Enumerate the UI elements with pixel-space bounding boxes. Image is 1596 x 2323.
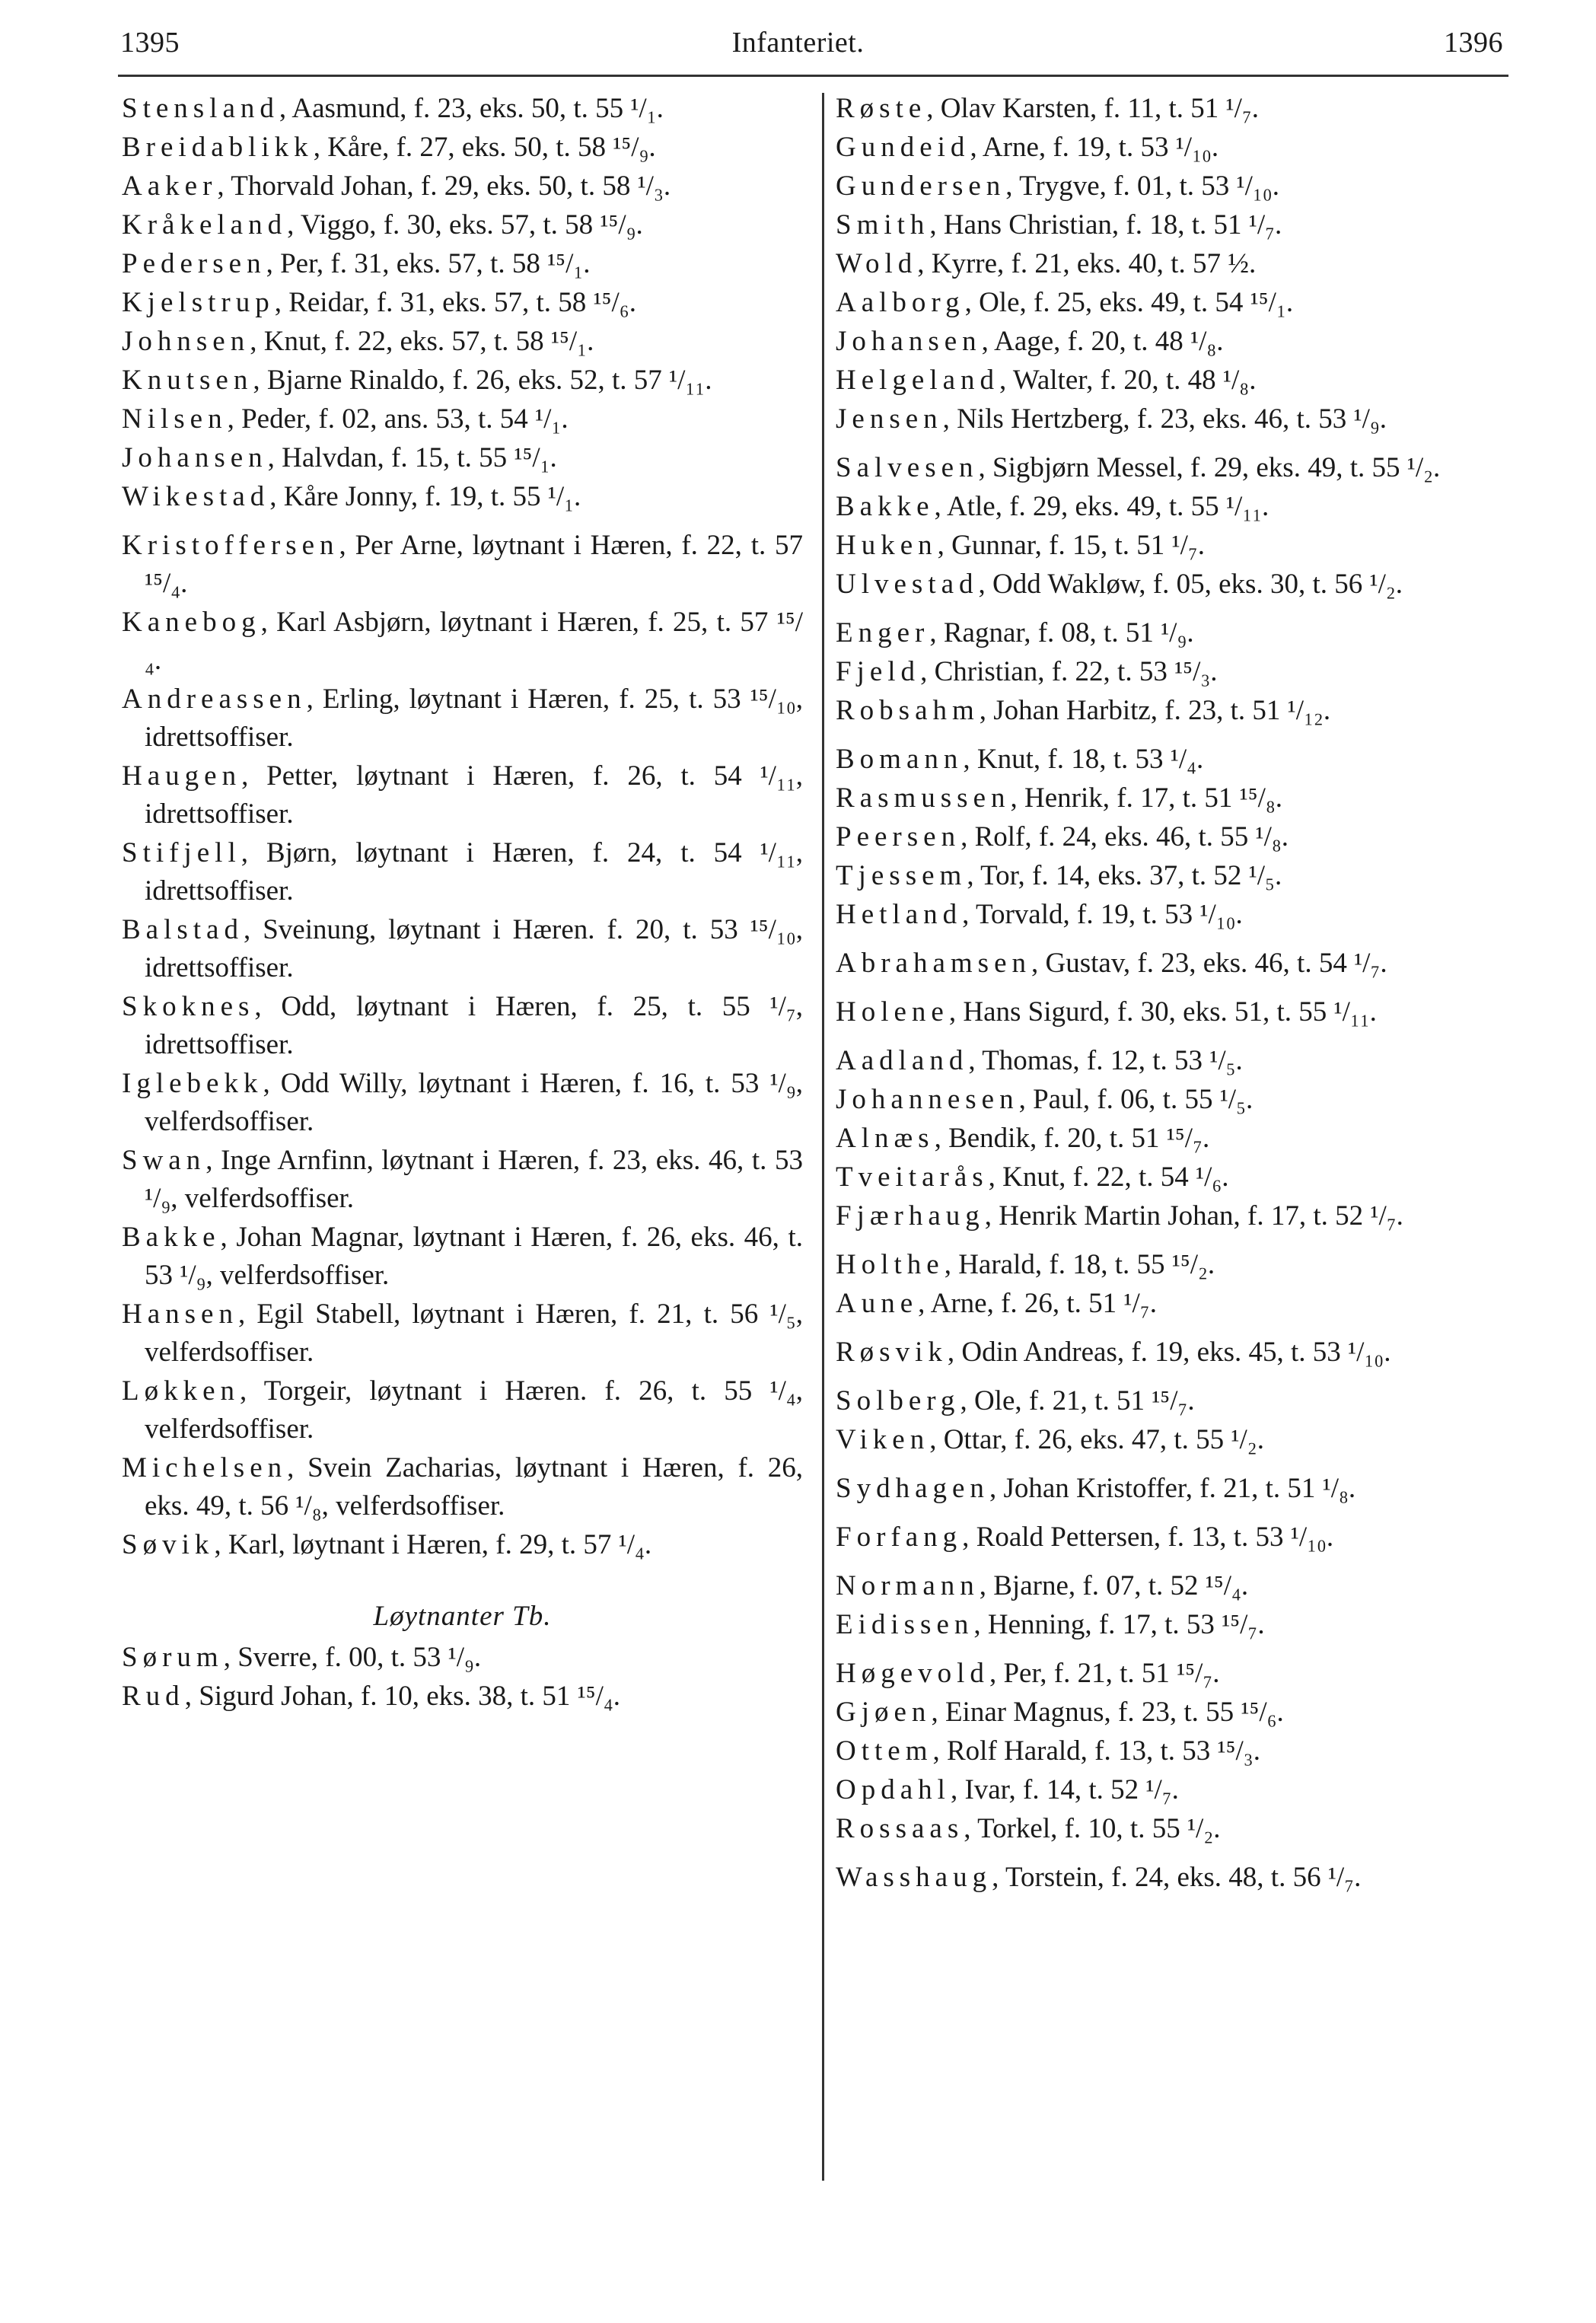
entry-surname: Iglebekk	[122, 1068, 263, 1099]
entry-surname: Huken	[836, 530, 938, 561]
roster-entry	[836, 527, 1521, 565]
entry-details: , Johan Kristoffer, f. 21, t. 51 ¹/₈.	[989, 1473, 1356, 1504]
entry-surname: Tveitarås	[836, 1162, 989, 1193]
right-page-number: 1396	[1444, 27, 1503, 59]
roster-entry	[836, 1120, 1521, 1158]
entry-surname: Bomann	[836, 744, 964, 775]
entry-surname: Rud	[122, 1681, 185, 1712]
roster-entry	[122, 604, 803, 680]
entry-details: , Aasmund, f. 23, eks. 50, t. 55 ¹/₁.	[279, 93, 664, 124]
entry-surname: Johnsen	[122, 326, 250, 357]
entry-surname: Bakke	[122, 1222, 221, 1253]
entry-details: , Odin Andreas, f. 19, eks. 45, t. 53 ¹/₁₀.	[947, 1337, 1391, 1368]
entry-details: , Hans Christian, f. 18, t. 51 ¹/₇.	[929, 209, 1282, 241]
entry-details: , Henning, f. 17, t. 53 ¹⁵/₇.	[973, 1609, 1265, 1640]
entry-surname: Robsahm	[836, 695, 980, 726]
left-page-number: 1395	[120, 27, 180, 59]
roster-entry	[836, 1421, 1521, 1459]
entry-surname: Bakke	[836, 491, 935, 522]
roster-entry	[836, 818, 1521, 856]
roster-entry	[836, 1655, 1521, 1693]
roster-entry	[122, 1142, 803, 1218]
entry-surname: Breidablikk	[122, 132, 314, 163]
entry-details: , Johan Magnar, løytnant i Hæren, f. 26, eks. 46, t. 53 ¹/₉, velferdsoffiser.	[145, 1222, 803, 1291]
entry-surname: Haugen	[122, 760, 242, 792]
entry-surname: Hansen	[122, 1299, 238, 1330]
entry-details: , Petter, løytnant i Hæren, f. 26, t. 54 ¹/₁₁, idrettsoffiser.	[145, 760, 803, 830]
entry-surname: Ulvestad	[836, 569, 979, 600]
entry-surname: Kanebog	[122, 607, 261, 638]
roster-entry	[836, 129, 1521, 167]
roster-entry	[836, 206, 1521, 244]
entry-details: , Christian, f. 22, t. 53 ¹⁵/₃.	[920, 656, 1218, 687]
entry-surname: Kråkeland	[122, 209, 288, 241]
entry-details: , Einar Magnus, f. 23, t. 55 ¹⁵/₆.	[931, 1697, 1284, 1728]
entry-details: , Per, f. 21, t. 51 ¹⁵/₇.	[989, 1658, 1220, 1689]
entry-details: , Torgeir, løytnant i Hæren. f. 26, t. 55 ¹/₄, velferdsoffiser.	[145, 1375, 803, 1445]
entry-surname: Enger	[836, 617, 930, 648]
roster-entry	[836, 1158, 1521, 1197]
entry-details: , Arne, f. 26, t. 51 ¹/₇.	[918, 1288, 1157, 1319]
entry-details: , Trygve, f. 01, t. 53 ¹/₁₀.	[1005, 170, 1279, 202]
entry-surname: Aune	[836, 1288, 919, 1319]
entry-details: , Olav Karsten, f. 11, t. 51 ¹/₇.	[926, 93, 1260, 124]
entry-details: , Gunnar, f. 15, t. 51 ¹/₇.	[937, 530, 1206, 561]
left-entry-list	[122, 90, 803, 1564]
entry-surname: Normann	[836, 1570, 980, 1601]
roster-entry	[836, 167, 1521, 206]
entry-surname: Rasmussen	[836, 782, 1011, 814]
roster-entry	[122, 834, 803, 910]
entry-details: , Viggo, f. 30, eks. 57, t. 58 ¹⁵/₉.	[287, 209, 643, 241]
entry-surname: Nilsen	[122, 403, 228, 435]
entry-surname: Wold	[836, 248, 918, 279]
entry-details: , Bjørn, løytnant i Hæren, f. 24, t. 54 ¹/₁₁, idrettsoffiser.	[145, 837, 803, 907]
entry-surname: Johansen	[836, 326, 982, 357]
roster-entry	[836, 1382, 1521, 1420]
entry-surname: Søvik	[122, 1529, 215, 1560]
entry-details: , Arne, f. 19, t. 53 ¹/₁₀.	[970, 132, 1219, 163]
roster-entry	[122, 1639, 803, 1677]
entry-details: , Kyrre, f. 21, eks. 40, t. 57 ½.	[917, 248, 1257, 279]
entry-surname: Wasshaug	[836, 1862, 992, 1893]
entry-details: , Atle, f. 29, eks. 49, t. 55 ¹/₁₁.	[934, 491, 1269, 522]
roster-entry	[836, 1518, 1521, 1557]
entry-surname: Pedersen	[122, 248, 266, 279]
entry-details: , Per, f. 31, eks. 57, t. 58 ¹⁵/₁.	[266, 248, 591, 279]
entry-details: , Inge Arnfinn, løytnant i Hæren, f. 23, eks. 46, t. 53 ¹/₉, velferdsoffiser.	[145, 1145, 803, 1214]
entry-surname: Røsvik	[836, 1337, 948, 1368]
roster-entry	[122, 129, 803, 167]
entry-surname: Aalborg	[836, 287, 965, 318]
entry-details: , Knut, f. 18, t. 53 ¹/₄.	[963, 744, 1204, 775]
roster-entry	[122, 680, 803, 757]
section-title: Løytnanter Tb.	[373, 1601, 552, 1632]
roster-entry	[836, 1859, 1521, 1897]
entry-surname: Salvesen	[836, 452, 979, 483]
roster-entry	[122, 400, 803, 438]
entry-details: , Hans Sigurd, f. 30, eks. 51, t. 55 ¹/₁₁.	[948, 996, 1377, 1028]
entry-surname: Hetland	[836, 899, 963, 930]
entry-surname: Holthe	[836, 1249, 945, 1280]
roster-entry	[836, 1197, 1521, 1235]
entry-details: , Kåre Jonny, f. 19, t. 55 ¹/₁.	[269, 481, 581, 512]
roster-entry	[836, 1246, 1521, 1284]
right-entry-list	[836, 90, 1521, 1897]
entry-surname: Stensland	[122, 93, 279, 124]
roster-entry	[836, 896, 1521, 934]
entry-details: , Peder, f. 02, ans. 53, t. 54 ¹/₁.	[227, 403, 569, 435]
entry-details: , Thorvald Johan, f. 29, eks. 50, t. 58 ¹/₃.	[217, 170, 671, 202]
entry-details: , Knut, f. 22, eks. 57, t. 58 ¹⁵/₁.	[250, 326, 594, 357]
roster-entry	[836, 1567, 1521, 1605]
roster-entry	[836, 1285, 1521, 1323]
roster-entry	[836, 779, 1521, 817]
entry-details: , Thomas, f. 12, t. 53 ¹/₅.	[968, 1045, 1243, 1076]
roster-entry	[122, 1526, 803, 1564]
entry-details: , Henrik Martin Johan, f. 17, t. 52 ¹/₇.	[984, 1200, 1403, 1232]
entry-surname: Swan	[122, 1145, 206, 1176]
entry-surname: Aaker	[122, 170, 218, 202]
entry-surname: Wikestad	[122, 481, 270, 512]
entry-details: , Torvald, f. 19, t. 53 ¹/₁₀.	[962, 899, 1243, 930]
roster-entry	[836, 614, 1521, 652]
roster-entry	[836, 245, 1521, 283]
entry-details: , Roald Pettersen, f. 13, t. 53 ¹/₁₀.	[962, 1522, 1334, 1553]
entry-details: , Halvdan, f. 15, t. 55 ¹⁵/₁.	[267, 442, 557, 473]
roster-entry	[122, 911, 803, 987]
entry-details: , Egil Stabell, løytnant i Hæren, f. 21, t. 56 ¹/₅, velferdsoffiser.	[145, 1299, 803, 1368]
entry-surname: Kjelstrup	[122, 287, 275, 318]
roster-entry	[836, 1334, 1521, 1372]
entry-details: , Sveinung, løytnant i Hæren. f. 20, t. 53 ¹⁵/₁₀, idrettsoffiser.	[145, 914, 803, 983]
roster-entry	[836, 1042, 1521, 1080]
entry-details: , Bendik, f. 20, t. 51 ¹⁵/₇.	[934, 1123, 1210, 1154]
entry-details: , Knut, f. 22, t. 54 ¹/₆.	[988, 1162, 1229, 1193]
entry-details: , Kåre, f. 27, eks. 50, t. 58 ¹⁵/₉.	[313, 132, 656, 163]
roster-entry	[122, 1219, 803, 1295]
entry-details: , Erling, løytnant i Hæren, f. 25, t. 53 ¹⁵/₁₀, idrettsoffiser.	[145, 684, 803, 753]
entry-surname: Gjøen	[836, 1697, 932, 1728]
entry-surname: Jensen	[836, 403, 943, 435]
right-column	[836, 90, 1521, 1898]
entry-details: , Harald, f. 18, t. 55 ¹⁵/₂.	[944, 1249, 1215, 1280]
roster-entry	[836, 400, 1521, 438]
entry-surname: Kristoffersen	[122, 530, 339, 561]
roster-entry	[836, 1081, 1521, 1119]
entry-details: , Odd Willy, løytnant i Hæren, f. 16, t. 53 ¹/₉, velferdsoffiser.	[145, 1068, 803, 1137]
entry-surname: Abrahamsen	[836, 948, 1031, 979]
roster-entry	[122, 478, 803, 516]
entry-details: , Gustav, f. 23, eks. 46, t. 54 ¹/₇.	[1031, 948, 1387, 979]
entry-surname: Andreassen	[122, 684, 307, 715]
entry-details: , Ottar, f. 26, eks. 47, t. 55 ¹/₂.	[929, 1424, 1264, 1455]
entry-details: , Ragnar, f. 08, t. 51 ¹/₉.	[929, 617, 1194, 648]
roster-entry	[122, 206, 803, 244]
roster-entry	[836, 1771, 1521, 1809]
roster-entry	[122, 245, 803, 283]
entry-details: , Walter, f. 20, t. 48 ¹/₈.	[999, 365, 1257, 396]
entry-details: , Svein Zacharias, løytnant i Hæren, f. 26, eks. 49, t. 56 ¹/₈, velferdsoffiser.	[145, 1452, 803, 1522]
entry-details: , Per Arne, løytnant i Hæren, f. 22, t. 57 ¹⁵/₄.	[145, 530, 803, 599]
entry-surname: Stifjell	[122, 837, 241, 868]
entry-surname: Johansen	[122, 442, 268, 473]
roster-entry	[836, 741, 1521, 779]
entry-details: , Reidar, f. 31, eks. 57, t. 58 ¹⁵/₆.	[274, 287, 636, 318]
roster-entry	[122, 323, 803, 361]
roster-entry	[122, 1372, 803, 1448]
roster-entry	[836, 945, 1521, 983]
left-column	[122, 90, 803, 1716]
entry-surname: Gundeid	[836, 132, 970, 163]
roster-entry	[122, 988, 803, 1064]
entry-details: , Nils Hertzberg, f. 23, eks. 46, t. 53 ¹/₉.	[942, 403, 1387, 435]
roster-entry	[836, 362, 1521, 400]
entry-details: , Ivar, f. 14, t. 52 ¹/₇.	[950, 1774, 1179, 1805]
header-rule	[118, 75, 1508, 77]
entry-surname: Smith	[836, 209, 930, 241]
entry-details: , Paul, f. 06, t. 55 ¹/₅.	[1018, 1084, 1254, 1115]
entry-surname: Eidissen	[836, 1609, 974, 1640]
roster-entry	[122, 527, 803, 603]
entry-details: , Johan Harbitz, f. 23, t. 51 ¹/₁₂.	[979, 695, 1331, 726]
entry-surname: Gundersen	[836, 170, 1006, 202]
entry-details: , Sigurd Johan, f. 10, eks. 38, t. 51 ¹⁵/₄.	[184, 1681, 621, 1712]
entry-details: , Torstein, f. 24, eks. 48, t. 56 ¹/₇.	[992, 1862, 1362, 1893]
roster-entry	[122, 1065, 803, 1141]
entry-surname: Johannesen	[836, 1084, 1019, 1115]
entry-details: , Sigbjørn Messel, f. 29, eks. 49, t. 55 ¹/₂.	[978, 452, 1441, 483]
roster-entry	[122, 284, 803, 322]
entry-surname: Rossaas	[836, 1813, 964, 1844]
entry-surname: Michelsen	[122, 1452, 288, 1483]
roster-entry	[836, 449, 1521, 487]
roster-entry	[836, 692, 1521, 730]
roster-entry	[122, 362, 803, 400]
entry-surname: Holene	[836, 996, 949, 1028]
entry-details: , Karl Asbjørn, løytnant i Hæren, f. 25, t. 57 ¹⁵/₄.	[145, 607, 803, 676]
entry-surname: Balstad	[122, 914, 244, 945]
roster-entry	[122, 1449, 803, 1525]
column-divider	[822, 93, 824, 2181]
entry-surname: Sydhagen	[836, 1473, 989, 1504]
entry-surname: Skoknes	[122, 991, 255, 1022]
roster-entry	[836, 90, 1521, 128]
roster-entry	[122, 167, 803, 206]
entry-surname: Opdahl	[836, 1774, 951, 1805]
entry-details: , Karl, løytnant i Hæren, f. 29, t. 57 ¹/₄.	[214, 1529, 652, 1560]
roster-entry	[836, 1732, 1521, 1770]
roster-entry	[836, 1470, 1521, 1508]
entry-surname: Løkken	[122, 1375, 241, 1407]
entry-surname: Viken	[836, 1424, 930, 1455]
entry-details: , Tor, f. 14, eks. 37, t. 52 ¹/₅.	[967, 860, 1282, 891]
entry-details: , Aage, f. 20, t. 48 ¹/₈.	[981, 326, 1224, 357]
entry-details: , Rolf, f. 24, eks. 46, t. 55 ¹/₈.	[960, 821, 1289, 852]
roster-entry	[836, 1694, 1521, 1732]
entry-details: , Ole, f. 21, t. 51 ¹⁵/₇.	[960, 1385, 1195, 1416]
entry-surname: Knutsen	[122, 365, 253, 396]
roster-entry	[122, 439, 803, 477]
entry-details: , Odd Wakløw, f. 05, eks. 30, t. 56 ¹/₂.	[978, 569, 1403, 600]
entry-surname: Solberg	[836, 1385, 960, 1416]
entry-surname: Aadland	[836, 1045, 969, 1076]
roster-entry	[836, 1606, 1521, 1644]
page-title: Infanteriet.	[731, 27, 865, 59]
roster-entry	[122, 757, 803, 833]
roster-entry	[836, 488, 1521, 526]
section-entry-list	[122, 1639, 803, 1716]
entry-surname: Ottem	[836, 1735, 933, 1767]
roster-entry	[836, 857, 1521, 895]
roster-entry	[122, 90, 803, 128]
entry-details: , Rolf Harald, f. 13, t. 53 ¹⁵/₃.	[932, 1735, 1260, 1767]
entry-surname: Høgevold	[836, 1658, 989, 1689]
entry-details: , Torkel, f. 10, t. 55 ¹/₂.	[964, 1813, 1221, 1844]
entry-surname: Alnæs	[836, 1123, 935, 1154]
entry-details: , Ole, f. 25, eks. 49, t. 54 ¹⁵/₁.	[964, 287, 1294, 318]
entry-surname: Peersen	[836, 821, 961, 852]
roster-entry	[836, 653, 1521, 691]
entry-surname: Forfang	[836, 1522, 963, 1553]
roster-entry	[836, 566, 1521, 604]
entry-details: , Henrik, f. 17, t. 51 ¹⁵/₈.	[1010, 782, 1283, 814]
entry-surname: Helgeland	[836, 365, 1000, 396]
entry-details: , Bjarne Rinaldo, f. 26, eks. 52, t. 57 ¹/₁₁.	[253, 365, 712, 396]
roster-entry	[836, 1810, 1521, 1848]
roster-entry	[122, 1295, 803, 1372]
entry-details: , Bjarne, f. 07, t. 52 ¹⁵/₄.	[979, 1570, 1249, 1601]
roster-entry	[836, 323, 1521, 361]
roster-entry	[836, 993, 1521, 1031]
entry-surname: Sørum	[122, 1642, 224, 1673]
roster-entry	[122, 1678, 803, 1716]
roster-entry	[836, 284, 1521, 322]
entry-surname: Fjærhaug	[836, 1200, 985, 1232]
entry-surname: Fjeld	[836, 656, 921, 687]
entry-surname: Røste	[836, 93, 927, 124]
entry-details: , Odd, løytnant i Hæren, f. 25, t. 55 ¹/₇, idrettsoffiser.	[145, 991, 803, 1060]
entry-details: , Sverre, f. 00, t. 53 ¹/₉.	[223, 1642, 482, 1673]
entry-surname: Tjessem	[836, 860, 967, 891]
